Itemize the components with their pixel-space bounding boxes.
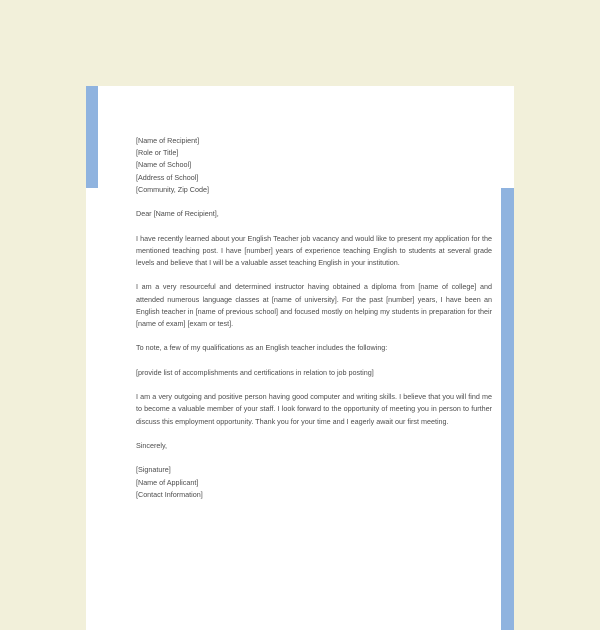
paragraph-experience: I am a very resourceful and determined instructor having obtained a diploma from [name of college] and attended numerous language classes at [name of university]. For the past [number] years, I have been an English teacher in [name of previous school] and focused mostly on helping my students in preparation for their [name of exam] [exam or test]. [136, 282, 492, 328]
recipient-role: [Role or Title] [136, 148, 179, 158]
salutation: Dear [Name of Recipient], [136, 209, 219, 219]
recipient-address: [Address of School] [136, 172, 199, 182]
applicant-name: [Name of Applicant] [136, 477, 199, 487]
signature-block [136, 464, 492, 501]
recipient-community: [Community, Zip Code] [136, 184, 209, 194]
paragraph-closing: I am a very outgoing and positive person having good computer and writing skills. I believe that you will find me to become a valuable member of your staff. I look forward to the opportunity of meeting you in person to further discuss this employment opportunity. Thank you for your time and I eagerly await our first meeting. [136, 392, 492, 426]
paragraph-intro: I have recently learned about your English Teacher job vacancy and would like to present my application for the mentioned teaching post. I have [number] years of experience teaching English to students at several grade levels and believe that I will be a valuable asset teaching English in your institution. [136, 233, 492, 267]
recipient-name: [Name of Recipient] [136, 136, 200, 145]
paragraph-qualifications-list: [provide list of accomplishments and certifications in relation to job posting] [136, 367, 374, 377]
letter-body [136, 135, 492, 513]
paragraph-qualifications-intro: To note, a few of my qualifications as an English teacher includes the following: [136, 343, 388, 353]
recipient-block [136, 135, 492, 196]
left-accent-bar [86, 86, 98, 188]
recipient-school: [Name of School] [136, 160, 192, 170]
right-accent-bar [501, 188, 514, 630]
closing: Sincerely, [136, 440, 168, 450]
signature: [Signature] [136, 465, 171, 475]
contact-information: [Contact Information] [136, 489, 203, 499]
